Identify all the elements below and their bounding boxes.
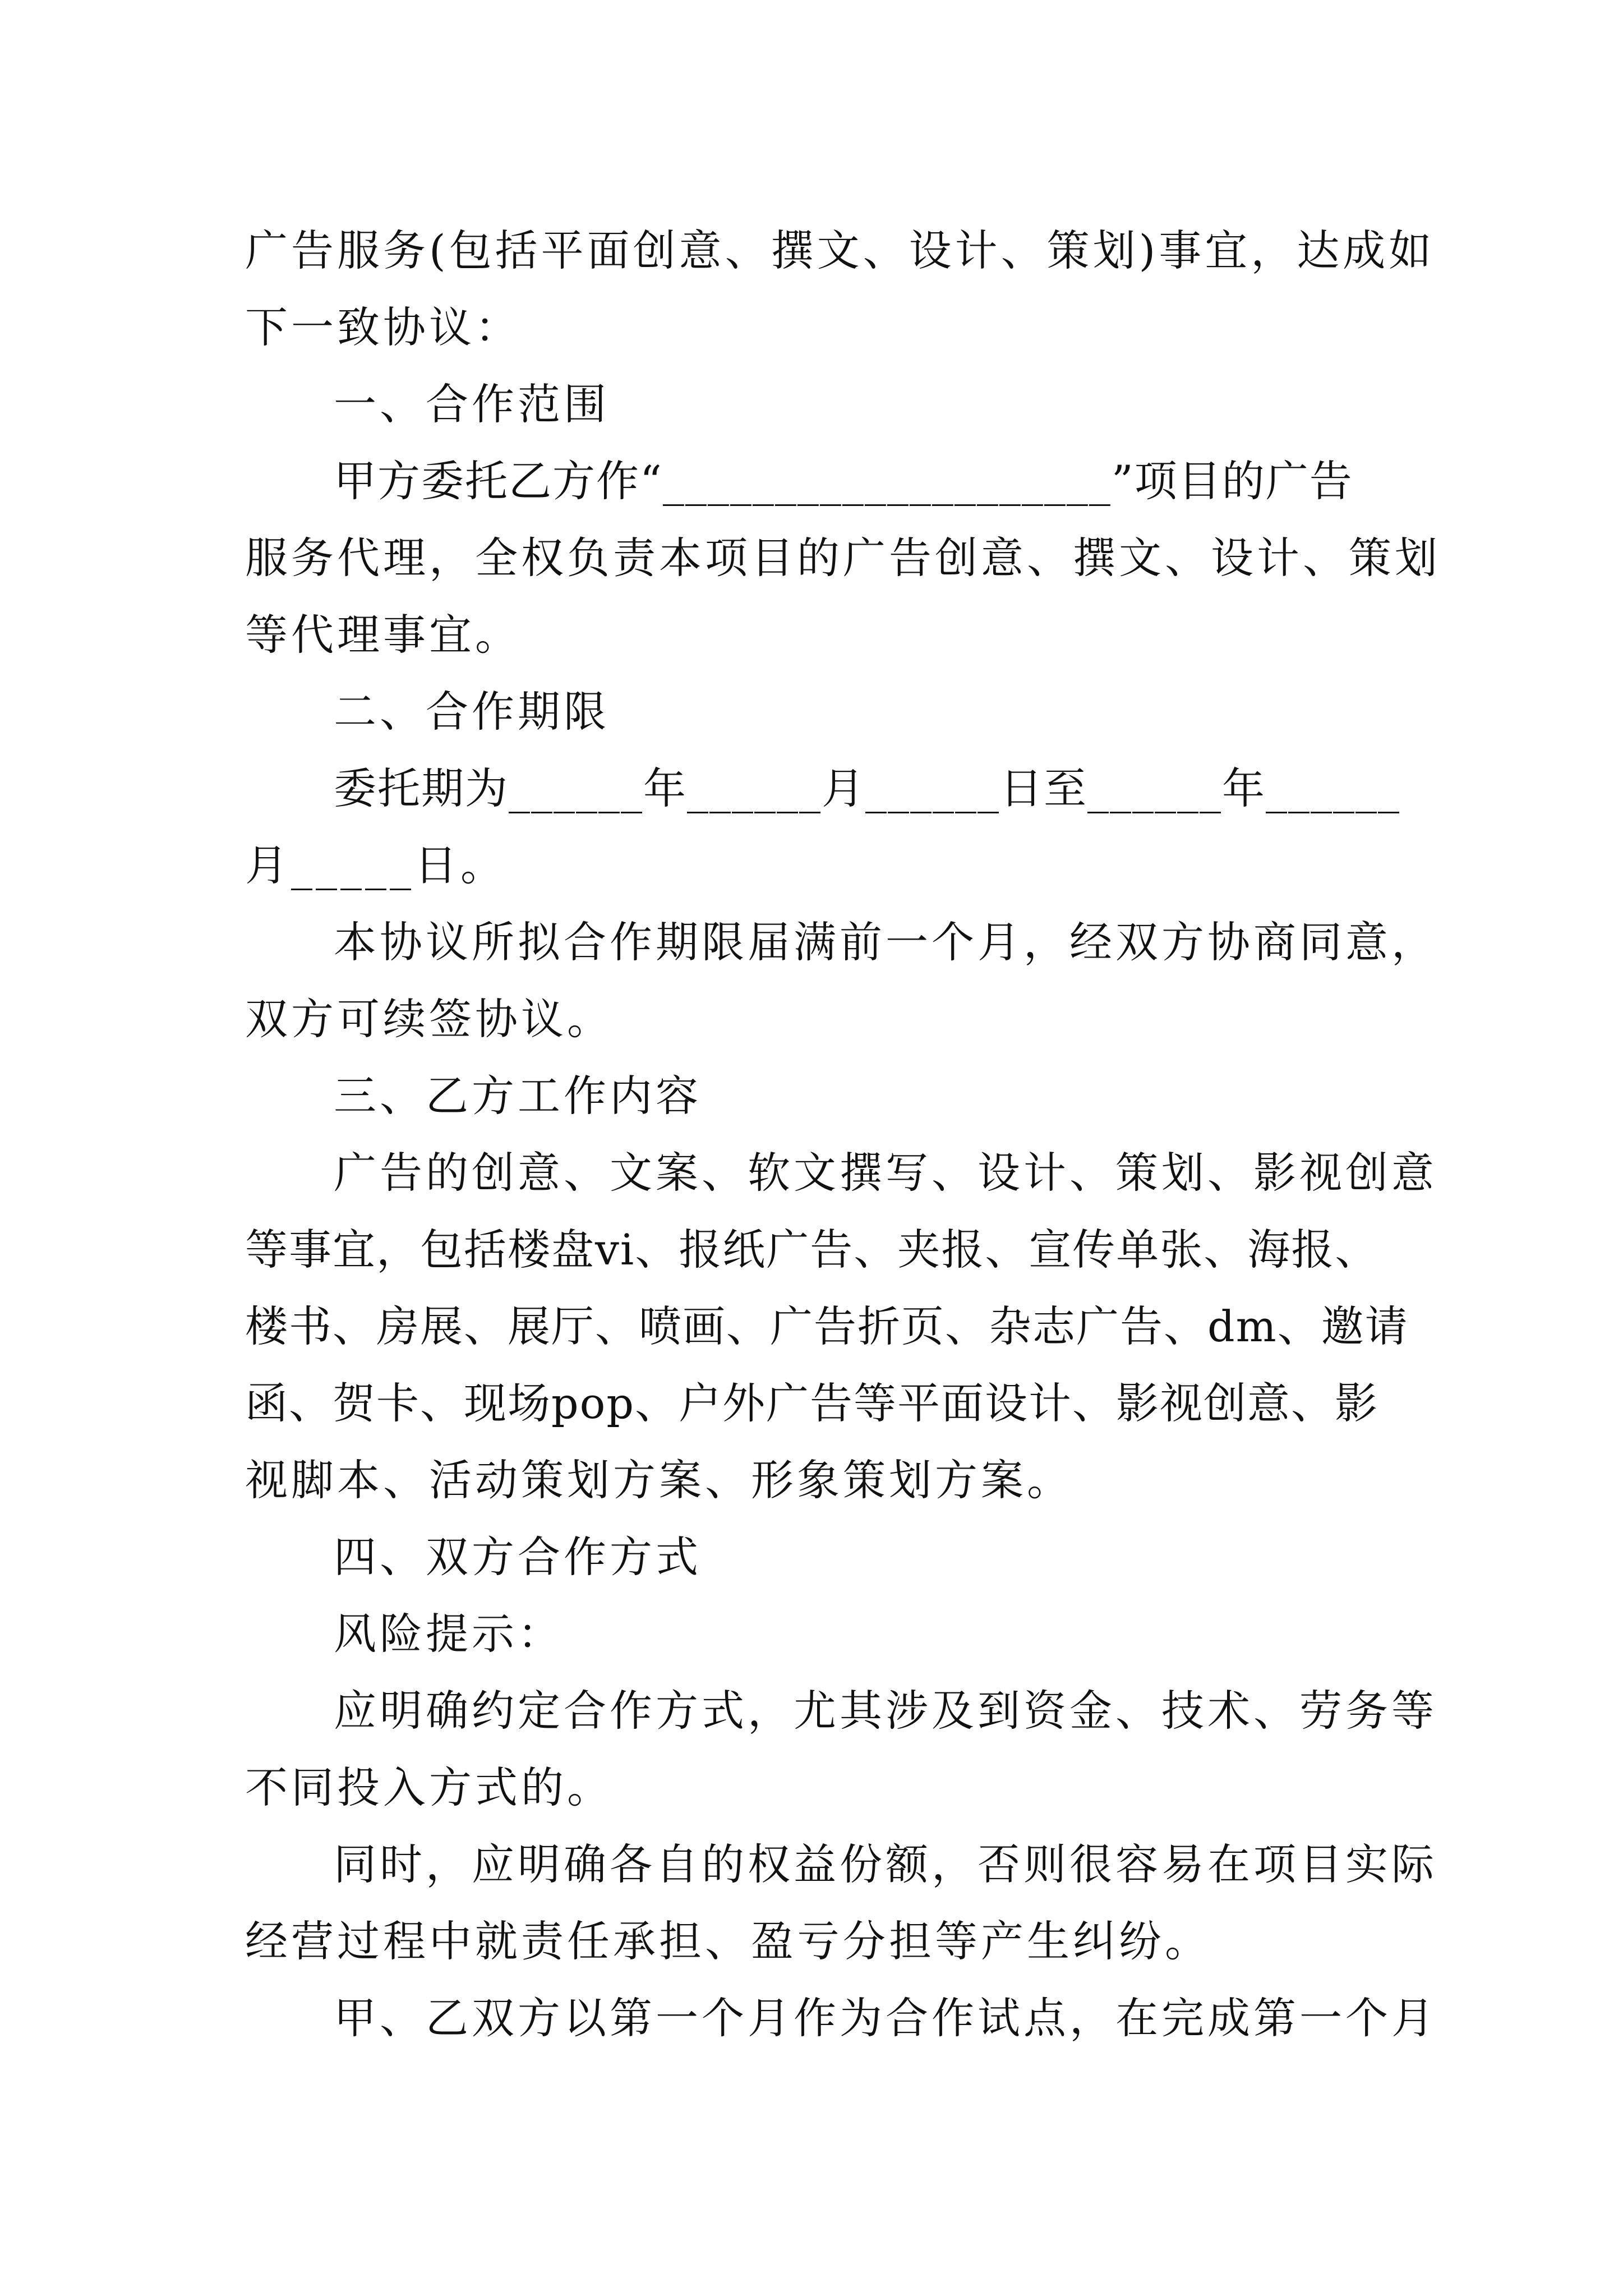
text-line: 等代理事宜。 — [245, 610, 521, 660]
text-line: 广告的创意、文案、软文撰写、设计、策划、影视创意 — [334, 1148, 1437, 1198]
text-line: 甲、乙双方以第一个月作为合作试点，在完成第一个月 — [334, 1993, 1437, 2043]
text-line: 服务代理，全权负责本项目的广告创意、撰文、设计、策划 — [245, 533, 1441, 583]
section-heading: 二、合作期限 — [334, 687, 610, 737]
text-line: 双方可续签协议。 — [245, 994, 613, 1044]
text-line: 视脚本、活动策划方案、形象策划方案。 — [245, 1455, 1073, 1505]
text-line: 月_____日。 — [245, 840, 506, 890]
text-line: 应明确约定合作方式，尤其涉及到资金、技术、劳务等 — [334, 1686, 1437, 1736]
section-heading: 三、乙方工作内容 — [334, 1071, 702, 1121]
text-line: 同时，应明确各自的权益份额，否则很容易在项目实际 — [334, 1839, 1437, 1889]
text-line: 不同投入方式的。 — [245, 1763, 613, 1812]
text-line: 甲方委托乙方作“____________________”项目的广告 — [334, 456, 1353, 506]
document-body — [245, 212, 1441, 2056]
text-line: 委托期为______年______月______日至______年______ — [334, 763, 1400, 813]
text-line: 楼书、房展、展厅、喷画、广告折页、杂志广告、dm、邀请 — [245, 1301, 1409, 1351]
text-line: 本协议所拟合作期限届满前一个月，经双方协商同意， — [334, 917, 1437, 967]
text-line: 风险提示： — [334, 1609, 564, 1659]
text-line: 下一致协议： — [245, 302, 521, 352]
text-line: 广告服务(包括平面创意、撰文、设计、策划)事宜，达成如 — [245, 226, 1435, 275]
section-heading: 四、双方合作方式 — [334, 1532, 702, 1582]
text-line: 经营过程中就责任承担、盈亏分担等产生纠纷。 — [245, 1916, 1211, 1966]
text-line: 函、贺卡、现场pop、户外广告等平面设计、影视创意、影 — [245, 1378, 1379, 1428]
text-line: 等事宜，包括楼盘vi、报纸广告、夹报、宣传单张、海报、 — [245, 1225, 1379, 1274]
section-heading: 一、合作范围 — [334, 379, 610, 429]
